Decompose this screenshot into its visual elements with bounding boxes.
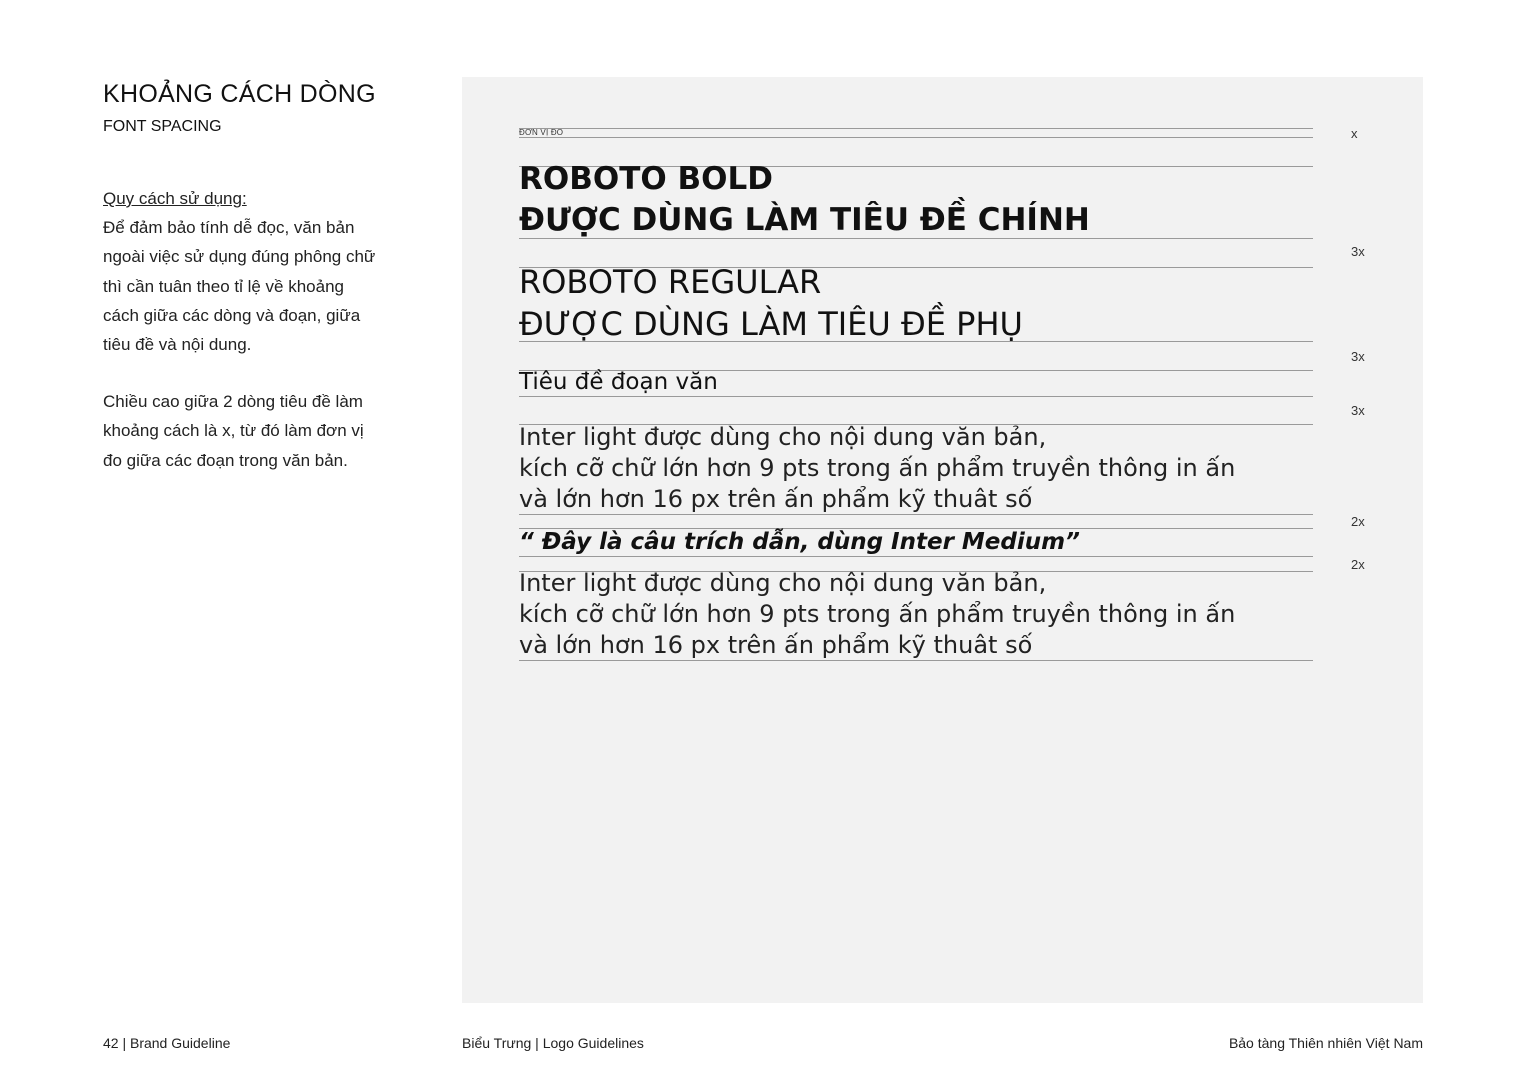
quote-text: “ Đây là câu trích dẫn, dùng Inter Medium” [519,529,1080,555]
spacing-multiplier: 3x [1351,349,1365,364]
guide-line [519,137,1313,138]
bold-heading-line: ĐƯỢC DÙNG LÀM TIÊU ĐỀ CHÍNH [519,202,1090,238]
spacing-multiplier: 2x [1351,514,1365,529]
guide-line [519,514,1313,515]
regular-heading-line: ROBOTO REGULAR [519,263,822,301]
footer-organization: Bảo tàng Thiên nhiên Việt Nam [1228,1035,1423,1051]
regular-heading-line: ĐƯỢC DÙNG LÀM TIÊU ĐỀ PHỤ [519,305,1023,343]
guide-line [519,341,1313,342]
spacing-multiplier: 3x [1351,244,1365,259]
description-line: ngoài việc sử dụng đúng phông chữ [103,247,376,267]
description-line: Để đảm bảo tính dễ đọc, văn bản [103,218,355,238]
body-text-line: và lớn hơn 16 px trên ấn phẩm kỹ thuât số [519,485,1033,513]
description-line: thì cần tuân theo tỉ lệ về khoảng [103,276,345,296]
guide-line [519,660,1313,661]
page-subtitle: FONT SPACING [103,118,222,135]
body-text-line: Inter light được dùng cho nội dung văn bản, [519,423,1047,451]
footer-page-number: 42 | Brand Guideline [103,1035,231,1051]
body-text-line: và lớn hơn 16 px trên ấn phẩm kỹ thuât số [519,631,1033,659]
spacing-multiplier: 3x [1351,403,1365,418]
usage-description [103,184,423,475]
paragraph-gap [103,359,423,387]
body-text-line: kích cỡ chữ lớn hơn 9 pts trong ấn phẩm truyền thông in ấn [519,600,1236,628]
spacing-multiplier: x [1351,126,1358,141]
footer-section: Biểu Trưng | Logo Guidelines [462,1035,644,1051]
description-line: đo giữa các đoạn trong văn bản. [103,450,348,470]
body-text-line: kích cỡ chữ lớn hơn 9 pts trong ấn phẩm truyền thông in ấn [519,454,1236,482]
spacing-multiplier: 2x [1351,557,1365,572]
page-title: KHOẢNG CÁCH DÒNG [103,80,376,108]
bold-heading-line: ROBOTO BOLD [519,161,773,197]
description-line: tiêu đề và nội dung. [103,335,252,355]
description-line: Chiều cao giữa 2 dòng tiêu đề làm [103,392,363,412]
guide-line [519,556,1313,557]
unit-label: ĐƠN VỊ ĐO [519,128,564,137]
description-line: khoảng cách là x, từ đó làm đơn vị [103,421,364,441]
description-line: cách giữa các dòng và đoạn, giữa [103,305,361,325]
paragraph-heading: Tiêu đề đoạn văn [519,369,718,395]
guide-line [519,238,1313,239]
usage-label: Quy cách sử dụng: [103,189,247,208]
body-text-line: Inter light được dùng cho nội dung văn bản, [519,569,1047,597]
guide-line [519,128,1313,129]
guide-line [519,396,1313,397]
